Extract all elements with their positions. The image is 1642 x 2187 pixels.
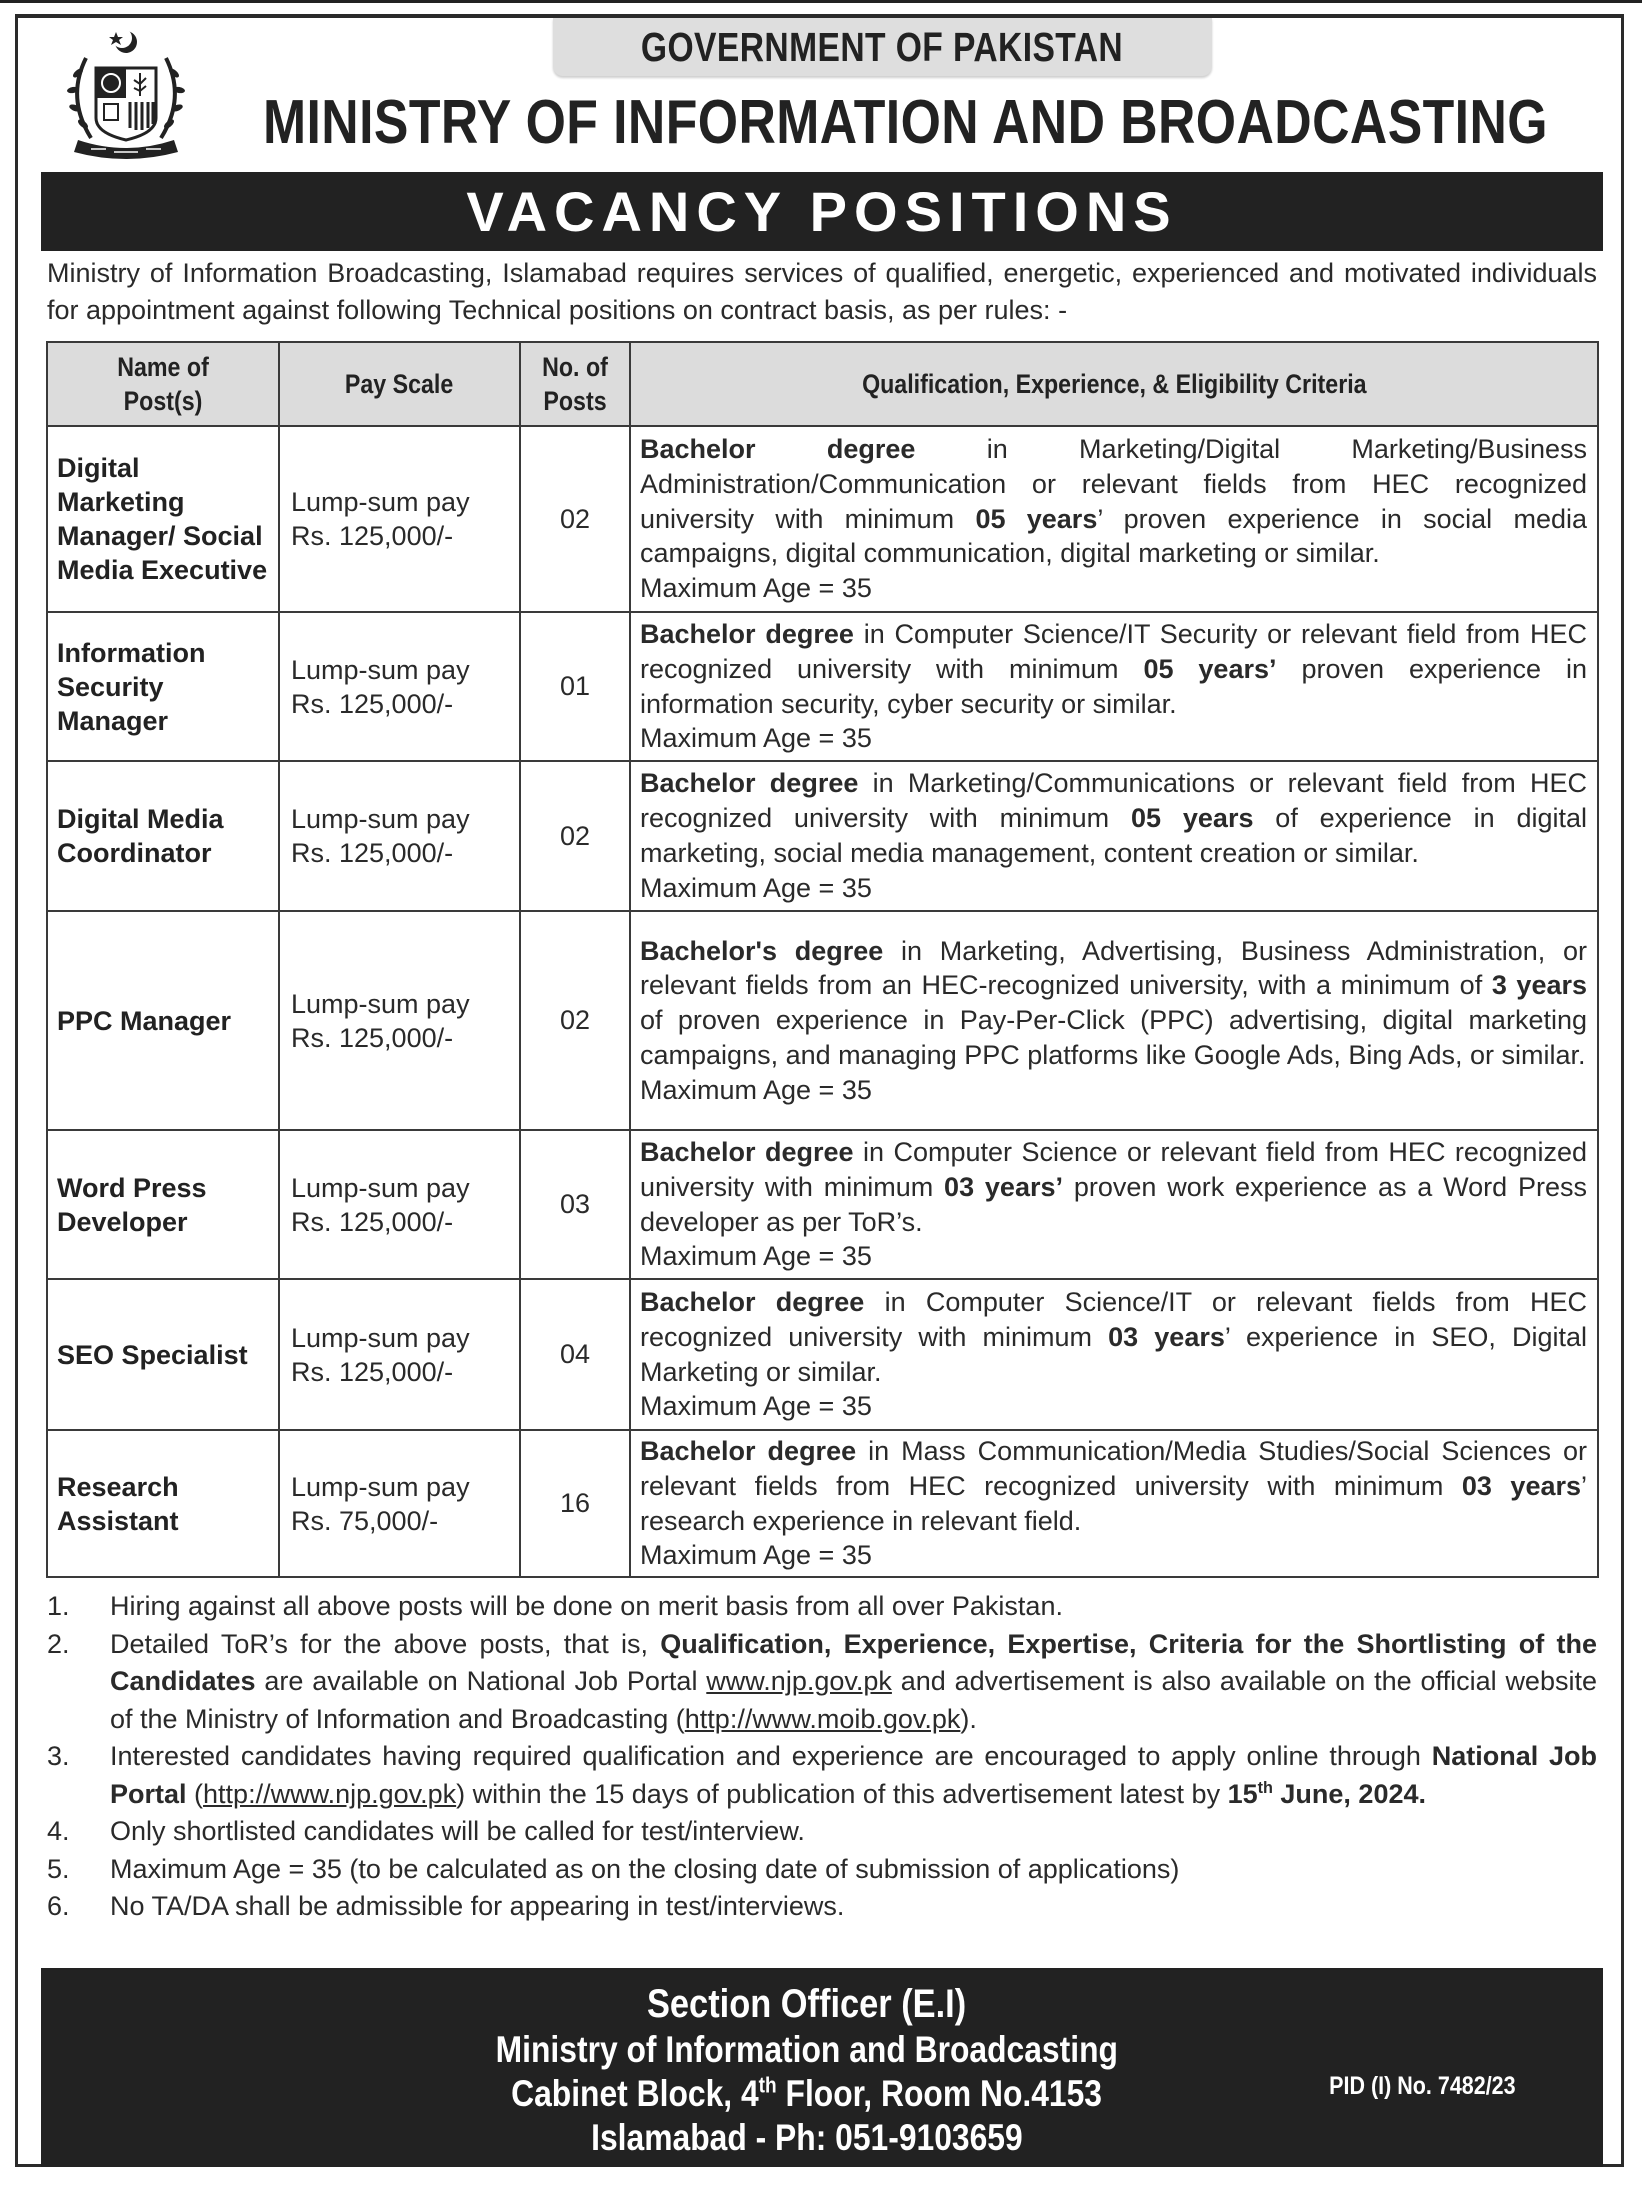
- criteria: [630, 612, 1598, 761]
- contact-ministry-text: Ministry of Information and Broadcasting: [495, 2029, 1119, 2070]
- pid-number: [1314, 2072, 1531, 2101]
- criteria-text-2: proven work experience as a Word Press developer as per ToR’s.: [640, 1171, 1587, 1237]
- contact-address-text: [512, 2072, 1103, 2116]
- criteria: [630, 911, 1598, 1130]
- pay-amount: Rs. 125,000/-: [291, 1356, 454, 1387]
- note-text-part: ).: [960, 1703, 977, 1734]
- vacancy-table: [46, 341, 1599, 1578]
- pay-scale: [279, 1430, 520, 1577]
- criteria-years: 05 years: [975, 503, 1098, 534]
- table-row: [47, 426, 1598, 612]
- top-rule: [0, 0, 1642, 3]
- column-header-pay: [279, 342, 520, 426]
- criteria-degree: Bachelor degree: [640, 434, 916, 464]
- criteria-text: in Marketing/Digital Marketing/Business Administration/Communication or relevant fields from HEC recognized university with minimum: [640, 434, 1587, 534]
- note-bold-text: Qualification, Experience, Expertise, Criteria for the Shortlisting of the Candidates: [110, 1628, 1597, 1696]
- note-bold-text: National Job Portal: [110, 1741, 1598, 1809]
- criteria-years: 05 years: [1131, 803, 1254, 834]
- note-text: No TA/DA shall be admissible for appearing in test/interviews.: [110, 1891, 845, 1921]
- criteria-age: Maximum Age = 35: [640, 1391, 872, 1422]
- deadline-date: [1228, 1779, 1426, 1809]
- posts-count: 02: [520, 911, 630, 1130]
- criteria: [630, 1279, 1598, 1430]
- note-text: Hiring against all above posts will be done on merit basis from all over Pakistan.: [110, 1591, 1063, 1621]
- note-item: [47, 1888, 1597, 1926]
- posts-count: 02: [520, 761, 630, 911]
- criteria-age: Maximum Age = 35: [640, 723, 872, 754]
- intro-paragraph: Ministry of Information Broadcasting, Islamabad requires services of qualified, energetic, experienced and motivated individuals for appointment against following Technical positions on contract basis, as per rules: -: [47, 258, 1597, 325]
- contact-block: [41, 1980, 1603, 2160]
- contact-footer: [41, 1968, 1603, 2167]
- column-header-criteria: [630, 342, 1598, 426]
- criteria-text: in Marketing/Communications or relevant field from HEC recognized university with minimum: [640, 768, 1587, 834]
- note-number: 3.: [47, 1741, 70, 1771]
- deadline-suffix: th: [1257, 1778, 1273, 1797]
- post-name: PPC Manager: [47, 911, 279, 1130]
- pay-type: Lump-sum pay: [291, 654, 470, 685]
- post-name: SEO Specialist: [47, 1279, 279, 1430]
- address-suffix: th: [759, 2072, 778, 2098]
- note-text: [110, 1626, 1597, 1739]
- government-heading: GOVERNMENT OF PAKISTAN: [641, 23, 1124, 70]
- note-text-part: Interested candidates having required qualification and experience are encouraged to apply online through: [110, 1741, 1432, 1771]
- table-row: [47, 911, 1598, 1130]
- pay-scale: [279, 911, 520, 1130]
- criteria-age: Maximum Age = 35: [640, 1074, 872, 1105]
- note-number: 2.: [47, 1628, 70, 1659]
- post-name: Digital Marketing Manager/ Social Media Executive: [47, 426, 279, 612]
- note-text: Maximum Age = 35 (to be calculated as on the closing date of submission of applications): [110, 1853, 1180, 1884]
- posts-count: 02: [520, 426, 630, 612]
- table-row: [47, 1130, 1598, 1279]
- posts-count: 03: [520, 1130, 630, 1279]
- note-text-part: and advertisement is also available on the official website of the Ministry of Information and Broadcasting (: [110, 1666, 1597, 1734]
- pay-amount: Rs. 125,000/-: [291, 688, 454, 719]
- pay-scale: [279, 426, 520, 612]
- address-part: Cabinet Block, 4: [511, 2073, 760, 2114]
- criteria: [630, 426, 1598, 612]
- pay-type: Lump-sum pay: [291, 1172, 470, 1203]
- table-header-row: [47, 342, 1598, 426]
- criteria-degree: Bachelor degree: [640, 1286, 865, 1317]
- posts-count: 04: [520, 1279, 630, 1430]
- criteria: [630, 1130, 1598, 1279]
- pay-amount: Rs. 75,000/-: [291, 1505, 439, 1536]
- pay-type: Lump-sum pay: [291, 988, 470, 1019]
- pay-scale: [279, 761, 520, 911]
- criteria: [630, 761, 1598, 911]
- criteria-text-2: ’ research experience in relevant field.: [640, 1470, 1587, 1536]
- criteria-age: Maximum Age = 35: [640, 1540, 872, 1571]
- criteria-text: in Computer Science/IT or relevant fields from HEC recognized university with minimum: [640, 1286, 1587, 1352]
- address-part: Floor, Room No.4153: [777, 2073, 1103, 2114]
- pay-scale: [279, 1130, 520, 1279]
- contact-ministry: [41, 2028, 1573, 2072]
- pay-type: Lump-sum pay: [291, 1471, 470, 1502]
- criteria-text-2: ’ proven experience in social media campaigns, digital communication, digital marketing or similar.: [640, 503, 1588, 569]
- contact-phone-text: Islamabad - Ph: 051-9103659: [591, 2117, 1023, 2158]
- criteria-text: in Computer Science or relevant field from HEC recognized university with minimum: [640, 1136, 1587, 1202]
- note-number: 1.: [47, 1591, 70, 1621]
- note-number: 4.: [47, 1816, 70, 1846]
- post-name: Digital Media Coordinator: [47, 761, 279, 911]
- post-name: Information Security Manager: [47, 612, 279, 761]
- note-item: [47, 1851, 1597, 1889]
- table-row: [47, 1279, 1598, 1430]
- note-text: [110, 1738, 1597, 1813]
- pay-amount: Rs. 125,000/-: [291, 1022, 454, 1053]
- note-item: [47, 1813, 1597, 1851]
- criteria-degree: Bachelor degree: [640, 768, 859, 799]
- column-header-name: [47, 342, 279, 426]
- note-text-part: Detailed ToR’s for the above posts, that is,: [110, 1628, 661, 1659]
- criteria-text-2: ’ experience in SEO, Digital Marketing or similar.: [640, 1321, 1588, 1387]
- njp-link[interactable]: http://www.njp.gov.pk: [203, 1778, 457, 1809]
- moib-link[interactable]: http://www.moib.gov.pk: [684, 1703, 961, 1734]
- post-name: Word Press Developer: [47, 1130, 279, 1279]
- note-item: [47, 1588, 1597, 1626]
- government-heading-box: [553, 18, 1212, 76]
- njp-link[interactable]: www.njp.gov.pk: [706, 1666, 892, 1696]
- criteria-text: in Computer Science/IT Security or relevant field from HEC recognized university with minimum: [640, 618, 1587, 684]
- table-row: [47, 1430, 1598, 1577]
- column-header-name-label: Name of Post(s): [117, 352, 209, 416]
- pay-amount: Rs. 125,000/-: [291, 521, 454, 551]
- column-header-pay-label: Pay Scale: [345, 369, 454, 399]
- criteria-text-2: of experience in digital marketing, social media management, content creation or similar.: [640, 803, 1587, 868]
- contact-title: [41, 1980, 1573, 2028]
- note-number: 5.: [47, 1853, 70, 1884]
- note-item: [47, 1738, 1597, 1813]
- note-text-part: are available on National Job Portal: [255, 1666, 707, 1696]
- column-header-posts-label: No. of Posts: [542, 352, 608, 416]
- table-row: [47, 612, 1598, 761]
- posts-count: 01: [520, 612, 630, 761]
- criteria-age: Maximum Age = 35: [640, 573, 872, 604]
- ministry-heading-wrap: [215, 84, 1595, 160]
- criteria-text-2: of proven experience in Pay-Per-Click (PPC) advertising, digital marketing campaigns, and managing PPC platforms like Google Ads, Bing Ads, or similar.: [640, 1005, 1587, 1070]
- criteria-years: 03 years’: [944, 1171, 1063, 1202]
- column-header-posts: [520, 342, 630, 426]
- criteria-degree: Bachelor degree: [640, 1136, 854, 1167]
- pay-amount: Rs. 125,000/-: [291, 838, 454, 868]
- criteria-years: 05 years’: [1143, 653, 1277, 684]
- pid-number-text: PID (I) No. 7482/23: [1329, 2072, 1516, 2100]
- posts-count: 16: [520, 1430, 630, 1577]
- column-header-criteria-label: Qualification, Experience, & Eligibility Criteria: [861, 369, 1367, 399]
- state-emblem-icon: [56, 28, 196, 163]
- deadline-month-year: June, 2024.: [1272, 1778, 1426, 1809]
- notes-list: [47, 1588, 1597, 1926]
- criteria-years: 03 years: [1108, 1321, 1225, 1352]
- pay-amount: Rs. 125,000/-: [291, 1206, 454, 1237]
- criteria-degree: Bachelor degree: [640, 618, 854, 649]
- criteria: [630, 1430, 1598, 1577]
- criteria-degree: Bachelor's degree: [640, 935, 884, 966]
- note-text: Only shortlisted candidates will be called for test/interview.: [110, 1816, 805, 1846]
- pay-type: Lump-sum pay: [291, 804, 470, 834]
- note-text-part: ) within the 15 days of publication of this advertisement latest by: [456, 1778, 1228, 1809]
- criteria-text: in Marketing, Advertising, Business Administration, or relevant fields from an HEC-recognized university, with a minimum of: [640, 935, 1587, 1001]
- table-row: [47, 761, 1598, 911]
- pay-type: Lump-sum pay: [291, 487, 470, 517]
- pay-scale: [279, 1279, 520, 1430]
- pay-type: Lump-sum pay: [291, 1322, 470, 1353]
- criteria-age: Maximum Age = 35: [640, 872, 872, 903]
- vacancy-banner: [41, 172, 1603, 251]
- deadline-day: 15: [1227, 1778, 1258, 1809]
- ministry-heading: MINISTRY OF INFORMATION AND BROADCASTING: [262, 87, 1548, 157]
- criteria-text: in Mass Communication/Media Studies/Social Sciences or relevant fields from HEC recognized university with minimum: [640, 1435, 1587, 1501]
- criteria-years: 3 years: [1491, 970, 1588, 1001]
- vacancy-banner-title: VACANCY POSITIONS: [466, 180, 1178, 243]
- note-number: 6.: [47, 1891, 70, 1921]
- criteria-degree: Bachelor degree: [640, 1435, 857, 1466]
- contact-phone: [41, 2116, 1573, 2160]
- note-item: [47, 1626, 1597, 1739]
- note-text-part: (: [186, 1778, 204, 1809]
- contact-title-text: Section Officer (E.I): [647, 1982, 967, 2026]
- post-name: Research Assistant: [47, 1430, 279, 1577]
- pay-scale: [279, 612, 520, 761]
- criteria-text-2: proven experience in information security, cyber security or similar.: [640, 653, 1587, 719]
- criteria-years: 03 years: [1461, 1470, 1581, 1501]
- criteria-age: Maximum Age = 35: [640, 1241, 872, 1272]
